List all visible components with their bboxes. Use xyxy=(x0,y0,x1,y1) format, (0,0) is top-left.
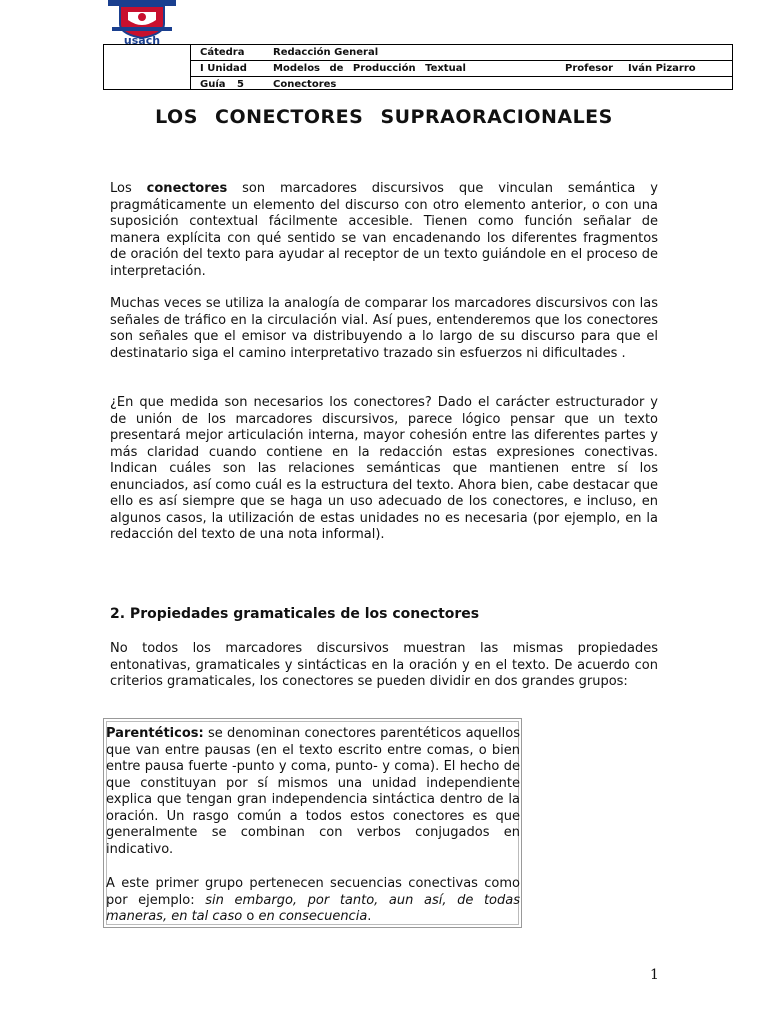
guia-value: Conectores xyxy=(273,79,337,90)
box-term: Parentéticos: xyxy=(106,726,204,741)
header-row-guia xyxy=(191,77,732,92)
box-paragraph-examples xyxy=(106,876,520,926)
header-row-unidad xyxy=(191,61,732,77)
catedra-label: Cátedra xyxy=(200,47,245,58)
unidad-label: I Unidad xyxy=(200,63,247,74)
box-examples-end: . xyxy=(367,909,372,924)
paragraph-analogy: Muchas veces se utiliza la analogía de comparar los marcadores discursivos con las señales de tráfico en la circulación vial. Así pues, entenderemos que los conectores son señales que el emisor va distribuyendo a lo largo de su discurso para que el destinatario siga el camino interpretativo trazado sin esfuerzos ni dificultades . xyxy=(110,296,658,361)
box-examples-italic: sin embargo, por tanto, aun así, de todas maneras, en tal caso xyxy=(106,892,520,924)
header-row-catedra xyxy=(191,45,732,61)
paragraph-intro-pre: Los xyxy=(110,181,147,196)
box-examples-italic-2: en consecuencia xyxy=(258,909,368,924)
box-examples-pre: A este primer grupo pertenecen secuencias conectivas como por ejemplo: xyxy=(106,876,520,908)
header-logo-cell xyxy=(104,45,191,89)
paragraph-properties: No todos los marcadores discursivos muestran las mismas propiedades entonativas, gramaticales y sintácticas en la oración y en el texto. De acuerdo con criterios gramaticales, los conectores se pueden dividir en dos grandes grupos: xyxy=(110,641,658,689)
paragraph-intro-post: son marcadores discursivos que vinculan semántica y pragmáticamente un elemento del discurso con otro elemento anterior, o con una suposición contextual fácilmente accesible. Tienen como función señalar de manera explícita con qué sentido se van encadenando los diferentes fragmentos de oración del texto para ayudar al receptor de un texto guiándole en el proceso de interpretación. xyxy=(110,181,658,279)
page-number: 1 xyxy=(650,967,659,983)
logo-text: usach xyxy=(123,34,161,46)
page-title: LOS CONECTORES SUPRAORACIONALES xyxy=(155,106,613,128)
unidad-value: Modelos de Producción Textual xyxy=(273,63,466,74)
paragraph-necessity: ¿En que medida son necesarios los conectores? Dado el carácter estructurador y de unión de los marcadores discursivos, parece lógico pensar que un texto presentará mejor articulación interna, mayor cohesión entre las diferentes partes y más claridad cuando contiene en la redacción estas expresiones conectivas. Indican cuáles son las relaciones semánticas que mantienen entre sí los enunciados, así como cuál es la estructura del texto. Ahora bien, cabe destacar que ello es así siempre que se haga un uso adecuado de los conectores, e incluso, en algunos casos, la utilización de estas unidades no es necesaria (por ejemplo, en la redacción del texto de una nota informal). xyxy=(110,395,658,542)
profesor-value: Iván Pizarro xyxy=(628,63,696,74)
profesor-label: Profesor xyxy=(565,63,614,74)
catedra-value: Redacción General xyxy=(273,47,379,58)
box-paragraph-definition xyxy=(106,726,520,858)
box-definition: se denominan conectores parentéticos aquellos que van entre pausas (en el texto escrito entre comas, o bien entre pausa fuerte -punto y coma, punto- y coma). El hecho de que constituyan por sí mismos una unidad independiente explica que tengan gran independencia sintáctica dentro de la oración. Un rasgo común a todos estos conectores es que generalmente se combinan con verbos conjugados en indicativo. xyxy=(106,726,520,857)
box-examples-mid: o xyxy=(242,909,259,924)
section-heading: 2. Propiedades gramaticales de los conectores xyxy=(110,606,480,622)
course-header-table xyxy=(103,44,733,90)
paragraph-intro-bold: conectores xyxy=(146,181,228,196)
paragraph-intro xyxy=(110,181,658,280)
guia-label: Guía 5 xyxy=(200,79,244,90)
university-logo xyxy=(106,0,178,46)
